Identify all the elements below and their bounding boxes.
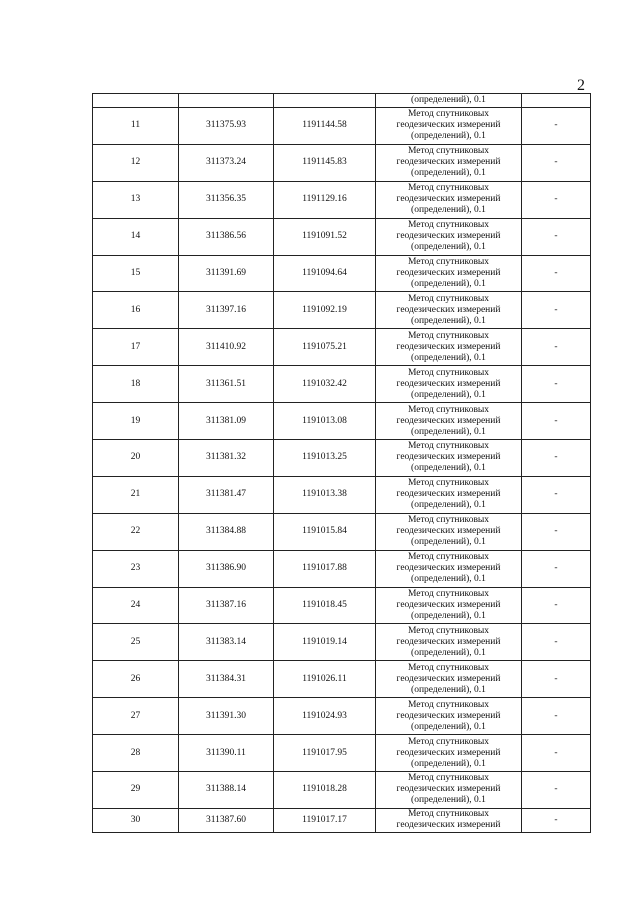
method-text-line: (определений), 0.1: [411, 389, 486, 400]
method-text-line: геодезических измерений: [396, 378, 501, 389]
description-cell: -: [522, 255, 591, 292]
y-coordinate-cell: 1191013.38: [274, 476, 376, 513]
description-cell: -: [522, 772, 591, 809]
method-text-line: геодезических измерений: [396, 157, 501, 168]
method-text-line: Метод спутниковых: [407, 515, 490, 526]
method-text-line: геодезических измерений: [396, 820, 501, 831]
description-cell: -: [522, 144, 591, 181]
method-text-line: Метод спутниковых: [407, 367, 490, 378]
method-text-line: (определений), 0.1: [411, 500, 486, 511]
description-cell: -: [522, 624, 591, 661]
method-text-line: (определений), 0.1: [411, 242, 486, 253]
method-cell: [376, 144, 522, 181]
x-coordinate-cell: 311381.32: [179, 440, 274, 477]
table-row: [93, 108, 591, 145]
method-cell: [376, 772, 522, 809]
x-coordinate-cell: 311375.93: [179, 108, 274, 145]
method-text-line: (определений), 0.1: [411, 537, 486, 548]
method-cell: [376, 292, 522, 329]
method-text-line: геодезических измерений: [396, 710, 501, 721]
method-text-line: (определений), 0.1: [411, 315, 486, 326]
method-text-line: (определений), 0.1: [411, 131, 486, 142]
x-coordinate-cell: 311397.16: [179, 292, 274, 329]
x-coordinate-cell: 311391.69: [179, 255, 274, 292]
description-cell: -: [522, 808, 591, 832]
method-cell: [376, 108, 522, 145]
method-cell: [376, 808, 522, 832]
y-coordinate-cell: 1191032.42: [274, 366, 376, 403]
description-cell: [522, 94, 591, 108]
point-number-cell: 16: [93, 292, 179, 329]
table-row: [93, 550, 591, 587]
method-text-line: геодезических измерений: [396, 304, 501, 315]
table-row: [93, 661, 591, 698]
y-coordinate-cell: 1191024.93: [274, 698, 376, 735]
method-text-line: Метод спутниковых: [407, 736, 490, 747]
method-text-line: геодезических измерений: [396, 452, 501, 463]
point-number-cell: 27: [93, 698, 179, 735]
method-cell: [376, 440, 522, 477]
point-number-cell: [93, 94, 179, 108]
point-number-cell: 13: [93, 181, 179, 218]
point-number-cell: 12: [93, 144, 179, 181]
description-cell: -: [522, 550, 591, 587]
method-text-line: Метод спутниковых: [407, 625, 490, 636]
method-cell: [376, 550, 522, 587]
x-coordinate-cell: 311381.09: [179, 403, 274, 440]
method-text-line: (определений), 0.1: [411, 758, 486, 769]
method-text-line: Метод спутниковых: [407, 330, 490, 341]
page-number: 2: [577, 77, 585, 94]
description-cell: -: [522, 587, 591, 624]
point-number-cell: 11: [93, 108, 179, 145]
x-coordinate-cell: 311384.31: [179, 661, 274, 698]
method-text-line: геодезических измерений: [396, 600, 501, 611]
point-number-cell: 23: [93, 550, 179, 587]
y-coordinate-cell: 1191019.14: [274, 624, 376, 661]
method-cell: [376, 735, 522, 772]
method-cell: [376, 329, 522, 366]
method-text-line: Метод спутниковых: [407, 699, 490, 710]
method-text-line: Метод спутниковых: [407, 809, 490, 820]
x-coordinate-cell: 311383.14: [179, 624, 274, 661]
y-coordinate-cell: 1191092.19: [274, 292, 376, 329]
point-number-cell: 17: [93, 329, 179, 366]
x-coordinate-cell: 311410.92: [179, 329, 274, 366]
point-number-cell: 28: [93, 735, 179, 772]
method-cell: [376, 513, 522, 550]
method-text-line: Метод спутниковых: [407, 109, 490, 120]
point-number-cell: 24: [93, 587, 179, 624]
point-number-cell: 15: [93, 255, 179, 292]
method-cell: [376, 255, 522, 292]
method-cell: [376, 181, 522, 218]
method-text-line: (определений), 0.1: [411, 426, 486, 437]
method-text-line: (определений), 0.1: [411, 168, 486, 179]
table-row: [93, 808, 591, 832]
y-coordinate-cell: 1191075.21: [274, 329, 376, 366]
x-coordinate-cell: 311373.24: [179, 144, 274, 181]
x-coordinate-cell: 311386.90: [179, 550, 274, 587]
table-row: [93, 476, 591, 513]
description-cell: -: [522, 735, 591, 772]
method-text-line: геодезических измерений: [396, 636, 501, 647]
description-cell: -: [522, 661, 591, 698]
method-text-line: (определений), 0.1: [411, 684, 486, 695]
method-text-line: (определений), 0.1: [411, 795, 486, 806]
point-number-cell: 18: [93, 366, 179, 403]
point-number-cell: 22: [93, 513, 179, 550]
x-coordinate-cell: 311387.16: [179, 587, 274, 624]
y-coordinate-cell: 1191013.25: [274, 440, 376, 477]
method-cell: [376, 218, 522, 255]
y-coordinate-cell: 1191026.11: [274, 661, 376, 698]
method-cell: [376, 587, 522, 624]
y-coordinate-cell: 1191018.45: [274, 587, 376, 624]
table-row: [93, 218, 591, 255]
point-number-cell: 21: [93, 476, 179, 513]
y-coordinate-cell: 1191017.88: [274, 550, 376, 587]
x-coordinate-cell: 311386.56: [179, 218, 274, 255]
description-cell: -: [522, 292, 591, 329]
table-row: [93, 144, 591, 181]
method-text-line: геодезических измерений: [396, 526, 501, 537]
table-row: [93, 329, 591, 366]
y-coordinate-cell: 1191018.28: [274, 772, 376, 809]
table-row: [93, 772, 591, 809]
method-text-line: Метод спутниковых: [407, 773, 490, 784]
description-cell: -: [522, 698, 591, 735]
table-row: [93, 513, 591, 550]
x-coordinate-cell: [179, 94, 274, 108]
method-cell: [376, 366, 522, 403]
y-coordinate-cell: [274, 94, 376, 108]
method-text-line: геодезических измерений: [396, 673, 501, 684]
x-coordinate-cell: 311384.88: [179, 513, 274, 550]
method-text-line: Метод спутниковых: [407, 662, 490, 673]
x-coordinate-cell: 311388.14: [179, 772, 274, 809]
table-row: [93, 403, 591, 440]
method-text-line: (определений), 0.1: [411, 611, 486, 622]
method-text-line: (определений), 0.1: [411, 352, 486, 363]
method-text-line: геодезических измерений: [396, 489, 501, 500]
y-coordinate-cell: 1191145.83: [274, 144, 376, 181]
method-cell: [376, 624, 522, 661]
method-text-line: Метод спутниковых: [407, 183, 490, 194]
method-text-line: (определений), 0.1: [411, 647, 486, 658]
y-coordinate-cell: 1191144.58: [274, 108, 376, 145]
table-row: [93, 255, 591, 292]
table-row-continuation: [93, 94, 591, 108]
method-text-line: геодезических измерений: [396, 120, 501, 131]
x-coordinate-cell: 311356.35: [179, 181, 274, 218]
point-number-cell: 29: [93, 772, 179, 809]
x-coordinate-cell: 311390.11: [179, 735, 274, 772]
y-coordinate-cell: 1191013.08: [274, 403, 376, 440]
table-row: [93, 735, 591, 772]
method-text-line: (определений), 0.1: [411, 205, 486, 216]
method-text-line: геодезических измерений: [396, 194, 501, 205]
y-coordinate-cell: 1191017.17: [274, 808, 376, 832]
method-text-line: Метод спутниковых: [407, 441, 490, 452]
method-text-line: Метод спутниковых: [407, 257, 490, 267]
description-cell: -: [522, 366, 591, 403]
y-coordinate-cell: 1191015.84: [274, 513, 376, 550]
method-text-line: Метод спутниковых: [407, 146, 490, 157]
method-cell: [376, 698, 522, 735]
method-text-line: Метод спутниковых: [407, 404, 490, 415]
method-text-line: геодезических измерений: [396, 784, 501, 795]
method-text-line: (определений), 0.1: [411, 721, 486, 732]
method-text-line: геодезических измерений: [396, 563, 501, 574]
table-row: [93, 292, 591, 329]
point-number-cell: 20: [93, 440, 179, 477]
coordinates-table-body: [93, 94, 591, 833]
method-cell: [376, 476, 522, 513]
description-cell: -: [522, 403, 591, 440]
y-coordinate-cell: 1191129.16: [274, 181, 376, 218]
table-row: [93, 366, 591, 403]
method-text-line: (определений), 0.1: [411, 574, 486, 585]
method-text-line: Метод спутниковых: [407, 293, 490, 304]
description-cell: -: [522, 181, 591, 218]
x-coordinate-cell: 311381.47: [179, 476, 274, 513]
method-text-line: Метод спутниковых: [407, 552, 490, 563]
description-cell: -: [522, 329, 591, 366]
method-text-line: Метод спутниковых: [407, 478, 490, 489]
table-row: [93, 698, 591, 735]
x-coordinate-cell: 311361.51: [179, 366, 274, 403]
y-coordinate-cell: 1191091.52: [274, 218, 376, 255]
method-text-line: (определений), 0.1: [411, 279, 486, 289]
description-cell: -: [522, 440, 591, 477]
method-text-line: геодезических измерений: [396, 231, 501, 242]
point-number-cell: 25: [93, 624, 179, 661]
description-cell: -: [522, 108, 591, 145]
y-coordinate-cell: 1191094.64: [274, 255, 376, 292]
method-text-line: Метод спутниковых: [407, 220, 490, 231]
y-coordinate-cell: 1191017.95: [274, 735, 376, 772]
description-cell: -: [522, 513, 591, 550]
method-cell: (определений), 0.1: [376, 94, 522, 108]
description-cell: -: [522, 476, 591, 513]
method-text-line: (определений), 0.1: [411, 463, 486, 474]
method-text-line: Метод спутниковых: [407, 589, 490, 600]
point-number-cell: 26: [93, 661, 179, 698]
point-number-cell: 19: [93, 403, 179, 440]
method-text-line: геодезических измерений: [396, 268, 501, 278]
table-row: [93, 624, 591, 661]
method-text-line: геодезических измерений: [396, 341, 501, 352]
method-text-line: геодезических измерений: [396, 415, 501, 426]
table-row: [93, 587, 591, 624]
method-cell: [376, 661, 522, 698]
description-cell: -: [522, 218, 591, 255]
coordinates-table: [92, 93, 591, 833]
point-number-cell: 30: [93, 808, 179, 832]
table-row: [93, 440, 591, 477]
method-text-line: геодезических измерений: [396, 747, 501, 758]
point-number-cell: 14: [93, 218, 179, 255]
method-cell: [376, 403, 522, 440]
x-coordinate-cell: 311387.60: [179, 808, 274, 832]
table-row: [93, 181, 591, 218]
x-coordinate-cell: 311391.30: [179, 698, 274, 735]
